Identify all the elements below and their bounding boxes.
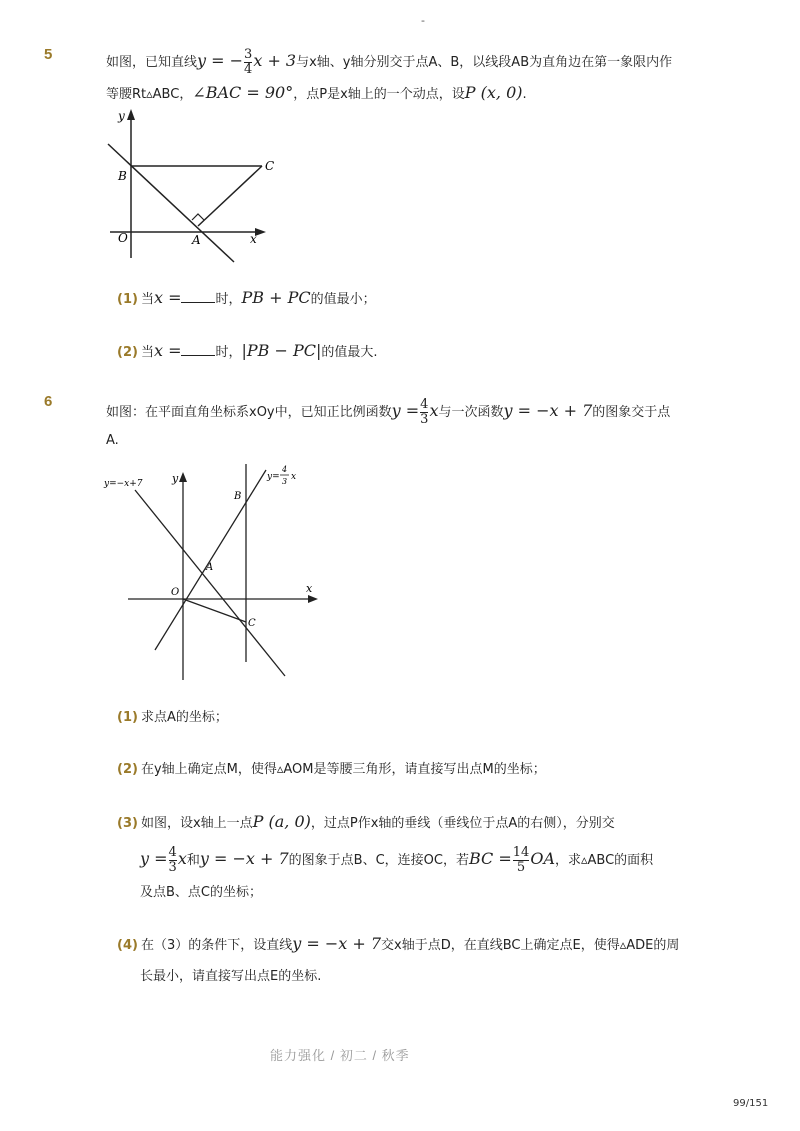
q5-sub2-text: 当 — [140, 345, 154, 360]
q6-frac-num: 4 — [420, 397, 429, 412]
q6-sub3-frac-num: 4 — [168, 845, 177, 860]
q6-label-a: A — [206, 562, 214, 573]
q6-sub4-number: (4) — [117, 938, 138, 953]
q5-point-expression: P (x, 0) — [464, 83, 523, 102]
q6-sub3-eq1-rhs: x — [177, 849, 187, 868]
q5-text: 与x轴、y轴分别交于点A、B，以线段AB为直角边在第一象限内作 — [296, 55, 673, 70]
q5-angle-expression: ∠BAC = 90° — [192, 83, 294, 102]
q6-sub-4-line-1 — [117, 934, 679, 956]
q6-sub3-fraction — [169, 846, 177, 875]
q5-sub1-text: 时， — [215, 292, 242, 307]
q5-label-x: x — [250, 232, 257, 246]
q6-label-line1: y=−x+7 — [104, 479, 143, 489]
q5-frac-num: 3 — [244, 47, 253, 62]
q6-text: 与一次函数 — [438, 405, 504, 420]
q5-sub2-number: (2) — [117, 345, 138, 360]
q6-eq1-rhs: x — [429, 401, 439, 420]
q5-y-arrow — [127, 109, 135, 120]
q6-text: 如图：在平面直角坐标系xOy中，已知正比例函数 — [106, 405, 392, 420]
q6-sub-4-line-2: 长最小，请直接写出点E的坐标. — [140, 969, 322, 984]
q5-sub1-expression: PB + PC — [241, 288, 311, 307]
page-number: 99/151 — [733, 1098, 769, 1109]
q6-sub3-oa: OA — [530, 849, 555, 868]
q6-sub3-eq2: y = −x + 7 — [199, 849, 289, 868]
q5-text: ，点P是x轴上的一个动点，设 — [293, 87, 465, 102]
q6-fraction — [420, 398, 428, 427]
q6-figure — [100, 462, 330, 687]
q6-sub3-bc: BC = — [468, 849, 512, 868]
q6-sub3-frac2-den: 5 — [513, 860, 530, 875]
q6-sub3-text: 的图象于点B、C，连接OC，若 — [288, 853, 469, 868]
q5-sub2-variable: x = — [153, 341, 182, 360]
q6-sub1-text: 求点A的坐标； — [140, 710, 228, 725]
q6-label-c: C — [248, 618, 256, 629]
q5-sub-1 — [117, 288, 376, 310]
q6-line-2: A. — [106, 433, 119, 448]
q6-eq2: y = −x + 7 — [503, 401, 593, 420]
q6-sub3-text: 如图，设x轴上一点 — [140, 816, 253, 831]
q6-sub-3-line-2 — [140, 846, 653, 875]
q6-sub2-text: 在y轴上确定点M，使得▵AOM是等腰三角形，请直接写出点M的坐标； — [140, 762, 546, 777]
q6-sub3-number: (3) — [117, 816, 138, 831]
q6-label-x: x — [306, 582, 313, 595]
question-6-number: 6 — [44, 393, 53, 410]
q5-sub1-text: 的值最小； — [310, 292, 376, 307]
q6-sub4-text: 交x轴于点D，在直线BC上确定点E，使得▵ADE的周 — [381, 938, 680, 953]
q6-sub3-fraction-2 — [513, 846, 530, 875]
q6-sub-3-line-3: 及点B、点C的坐标； — [140, 885, 262, 900]
q6-label-line2-post: x — [291, 472, 297, 482]
q6-text: 的图象交于点 — [592, 405, 671, 420]
q6-frac-den: 3 — [420, 412, 429, 427]
q6-sub3-text: ，过点P作x轴的垂线（垂线位于点A的右侧），分别交 — [310, 816, 615, 831]
question-5-number: 5 — [44, 46, 53, 63]
q5-sub1-text: 当 — [140, 292, 154, 307]
q6-label-line2-num: 4 — [282, 465, 288, 474]
top-mark: - — [421, 14, 425, 27]
q5-frac-den: 4 — [244, 62, 253, 77]
q5-sub1-blank[interactable] — [181, 288, 215, 303]
q5-sub2-blank[interactable] — [181, 341, 215, 356]
q6-sub4-text: 在（3）的条件下，设直线 — [140, 938, 293, 953]
q6-sub3-text: 和 — [186, 853, 200, 868]
q6-sub3-point: P (a, 0) — [252, 812, 311, 831]
q6-line-1 — [106, 398, 670, 427]
q6-sub-1 — [117, 708, 228, 728]
q6-eq1-lhs: y = — [391, 401, 420, 420]
q5-figure — [100, 108, 280, 268]
q6-sub3-frac-den: 3 — [168, 860, 177, 875]
q5-right-angle-mark — [192, 214, 204, 220]
q5-line-2 — [106, 83, 527, 105]
q5-sub-2 — [117, 341, 378, 363]
q6-sub-2 — [117, 760, 546, 780]
q6-label-line2-den: 3 — [282, 477, 288, 486]
q6-sub2-number: (2) — [117, 762, 138, 777]
q6-sub3-text: ，求▵ABC的面积 — [555, 853, 654, 868]
q6-sub3-eq1-lhs: y = — [140, 849, 168, 868]
q5-equation-lhs: y = − — [197, 51, 244, 70]
q5-label-b: B — [118, 169, 127, 183]
q6-x-arrow — [308, 595, 318, 603]
q6-label-y: y — [172, 472, 179, 485]
q5-sub2-expression: |PB − PC| — [241, 341, 322, 360]
q6-label-line2-pre: y= — [267, 472, 280, 482]
q5-equation-rhs: x + 3 — [253, 51, 297, 70]
q5-sub2-text: 时， — [215, 345, 242, 360]
q5-label-o: O — [118, 231, 128, 245]
q6-label-b: B — [234, 491, 242, 502]
q5-label-y: y — [118, 109, 125, 123]
q6-sub4-equation: y = −x + 7 — [292, 934, 382, 953]
q6-line-y-minus-x-plus-7 — [135, 490, 285, 676]
q6-label-o: O — [171, 587, 180, 598]
q6-y-arrow — [179, 472, 187, 482]
q5-segment-ca — [198, 166, 262, 226]
q5-sub2-text: 的值最大. — [321, 345, 378, 360]
q5-text: 等腰Rt▵ABC， — [106, 87, 193, 102]
q5-sub1-variable: x = — [153, 288, 182, 307]
q6-sub1-number: (1) — [117, 710, 138, 725]
q5-text: . — [522, 87, 527, 102]
page-footer: 能力强化 / 初二 / 秋季 — [270, 1048, 410, 1063]
q5-fraction — [244, 48, 252, 77]
q6-segment-oc — [183, 599, 246, 622]
q5-line-1 — [106, 48, 672, 77]
q6-sub3-frac2-num: 14 — [512, 845, 530, 860]
q5-text: 如图，已知直线 — [106, 55, 198, 70]
q5-label-c: C — [265, 159, 275, 173]
q5-sub1-number: (1) — [117, 292, 138, 307]
q5-label-a: A — [192, 233, 201, 247]
q6-sub-3-line-1 — [117, 812, 615, 834]
